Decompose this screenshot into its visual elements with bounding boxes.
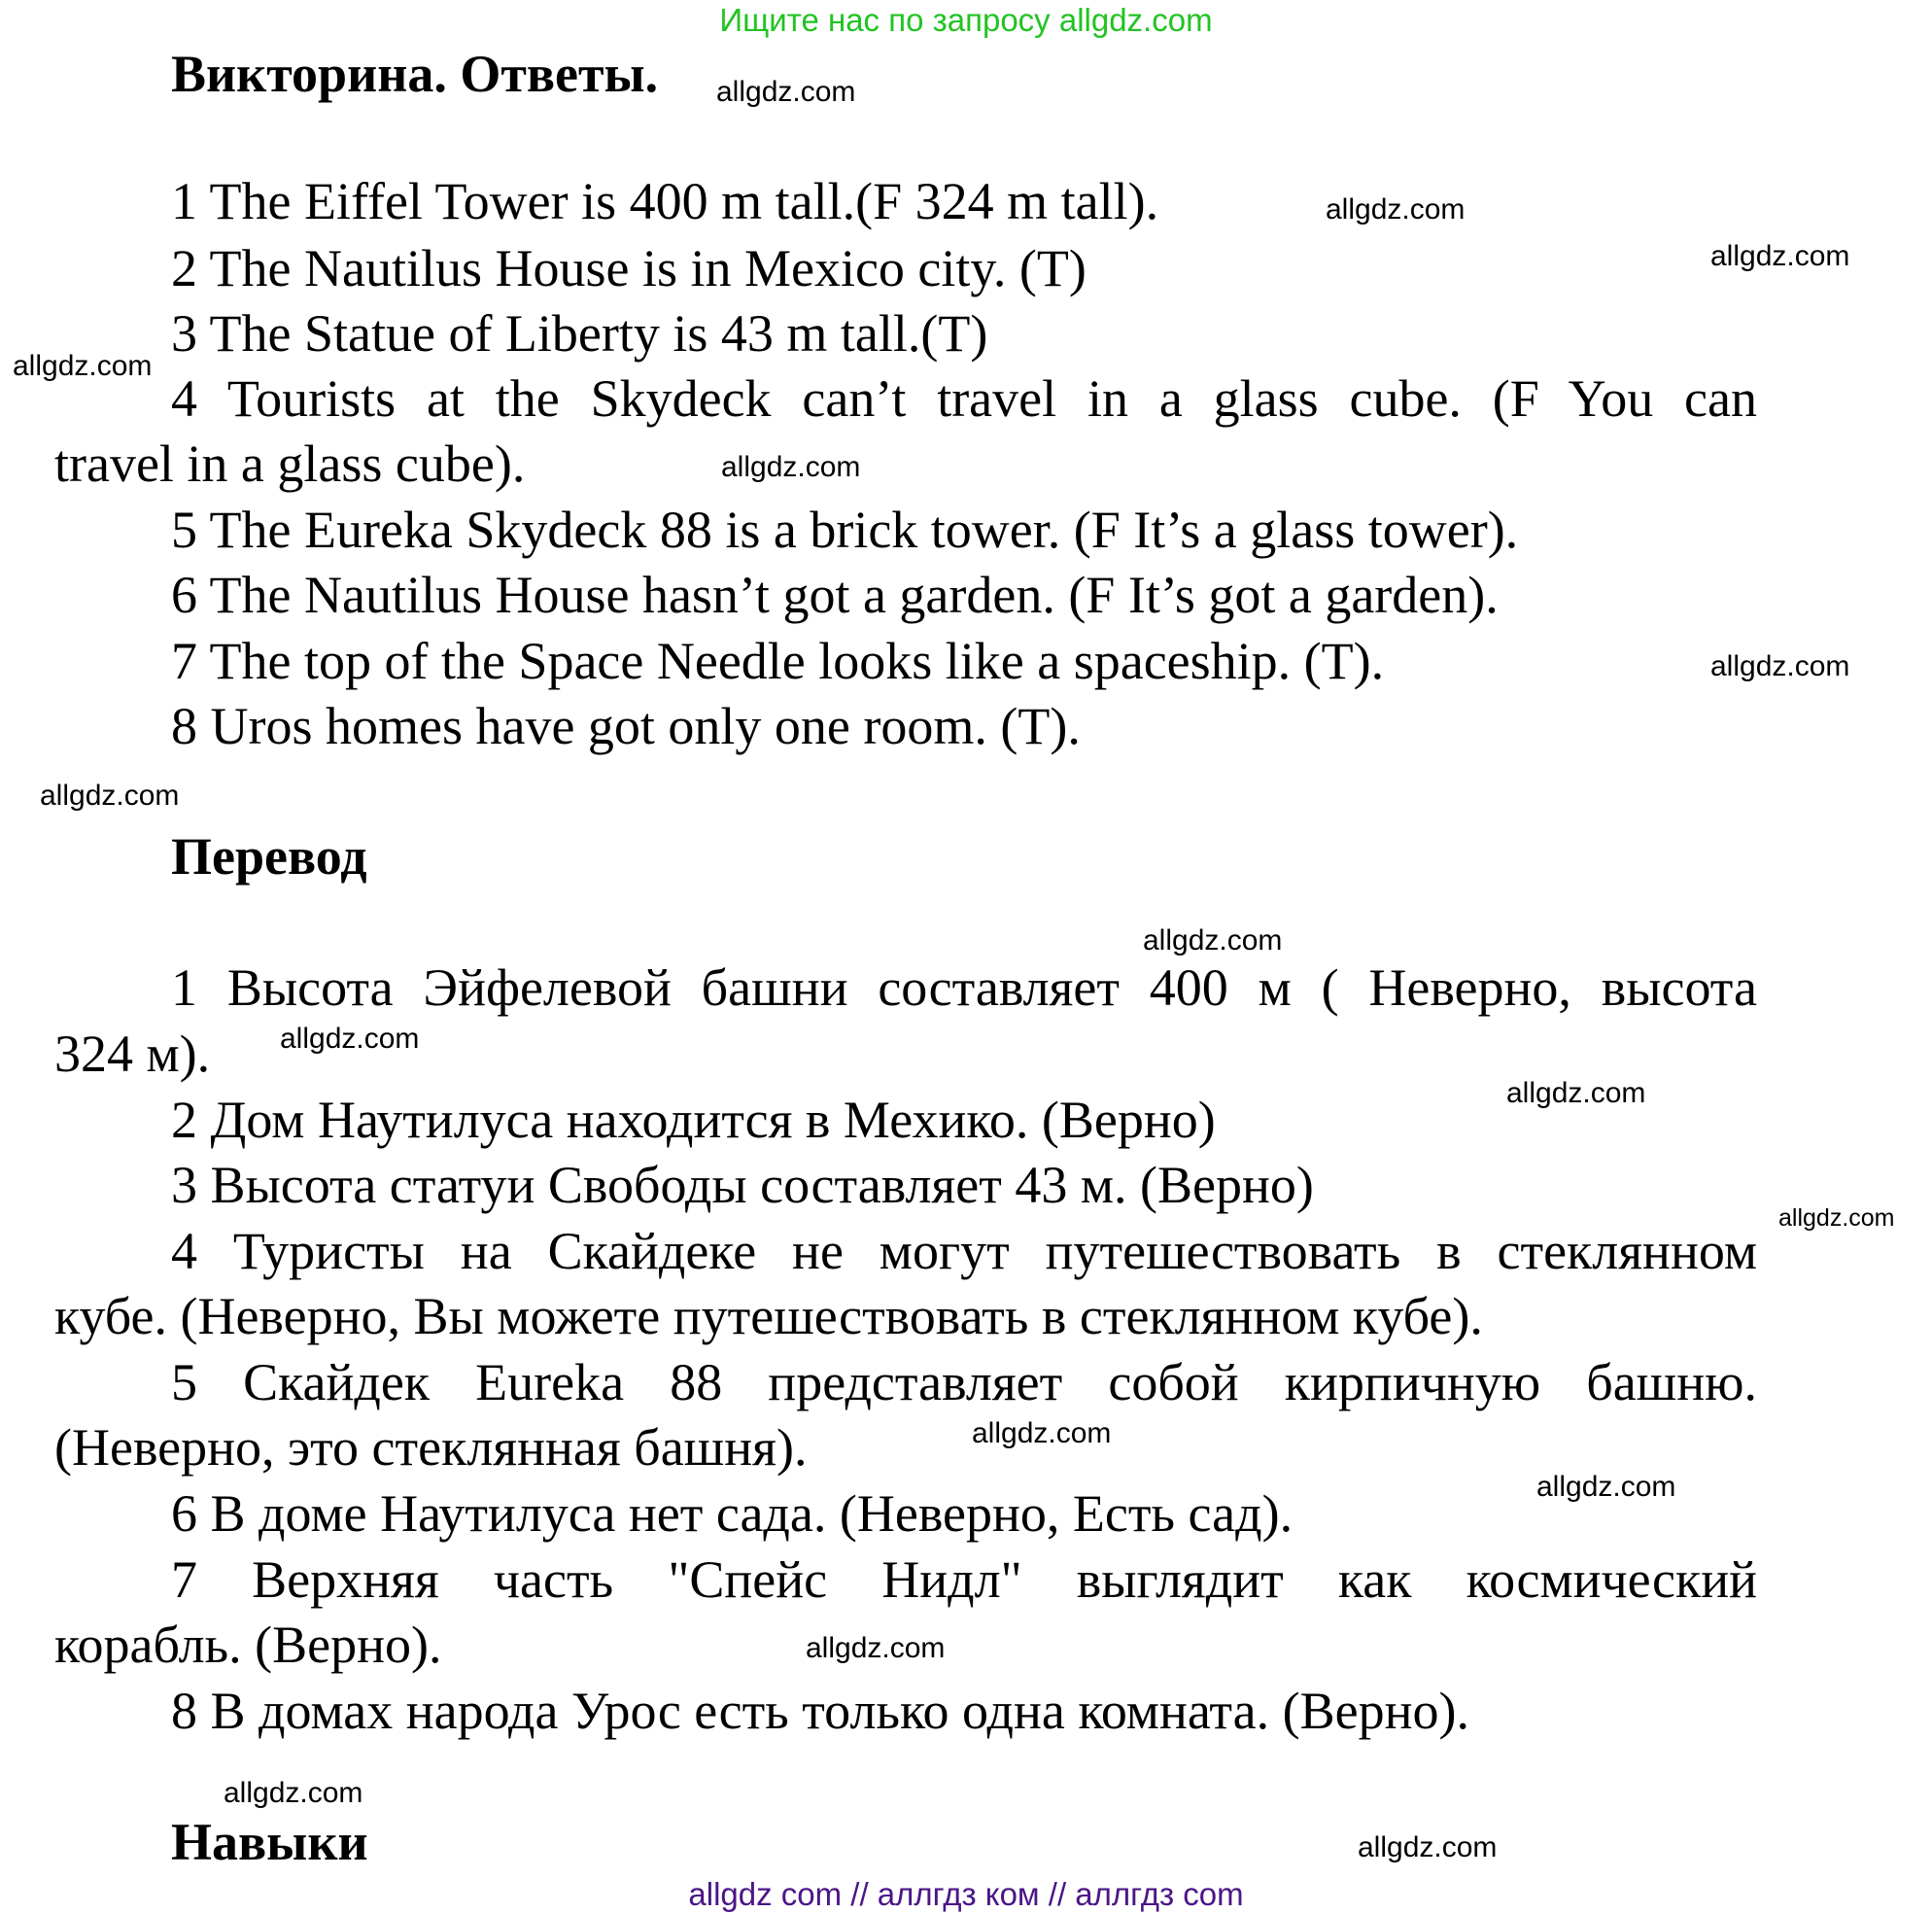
- translation-line: 6 В доме Наутилуса нет сада. (Неверно, Есть сад).: [171, 1484, 1294, 1543]
- watermark: allgdz.com: [1326, 193, 1466, 226]
- translation-line: 8 В домах народа Урос есть только одна комната. (Верно).: [171, 1682, 1469, 1740]
- watermark: allgdz.com: [972, 1417, 1112, 1449]
- watermark: allgdz.com: [1710, 240, 1850, 272]
- translation-line: 4 Туристы на Скайдеке не могут путешествовать в стеклянном: [171, 1222, 1757, 1280]
- answer-line: 1 The Eiffel Tower is 400 m tall.(F 324 m tall).: [171, 172, 1159, 230]
- answer-line: 2 The Nautilus House is in Mexico city. (T): [171, 239, 1087, 297]
- translation-line: (Неверно, это стеклянная башня).: [54, 1418, 808, 1477]
- footer-watermark: allgdz com // аллгдз ком // аллгдз com: [688, 1876, 1244, 1912]
- search-banner: Ищите нас по запросу allgdz.com: [719, 2, 1213, 38]
- watermark: allgdz.com: [716, 76, 856, 108]
- watermark: allgdz.com: [1778, 1204, 1895, 1232]
- translation-heading: Перевод: [171, 827, 367, 886]
- watermark: allgdz.com: [1358, 1831, 1498, 1863]
- translation-line: 7 Верхняя часть "Спейс Нидл" выглядит как космический: [171, 1550, 1757, 1609]
- answer-line: 3 The Statue of Liberty is 43 m tall.(T): [171, 304, 988, 363]
- translation-line: корабль. (Верно).: [54, 1616, 442, 1674]
- translation-line: 1 Высота Эйфелевой башни составляет 400 м ( Неверно, высота: [171, 958, 1757, 1017]
- translation-line: 2 Дом Наутилуса находится в Мехико. (Верно): [171, 1091, 1216, 1149]
- watermark: allgdz.com: [806, 1632, 946, 1664]
- translation-line: 324 м).: [54, 1025, 211, 1083]
- watermark: allgdz.com: [1506, 1077, 1646, 1109]
- translation-line: кубе. (Неверно, Вы можете путешествовать в стеклянном кубе).: [54, 1287, 1483, 1345]
- translation-line: 5 Скайдек Eureka 88 представляет собой кирпичную башню.: [171, 1353, 1757, 1411]
- watermark: allgdz.com: [224, 1777, 363, 1809]
- watermark: allgdz.com: [40, 780, 180, 812]
- watermark: allgdz.com: [1143, 924, 1283, 956]
- watermark: allgdz.com: [721, 451, 861, 483]
- answer-line: travel in a glass cube).: [54, 435, 526, 493]
- answer-line: 8 Uros homes have got only one room. (T).: [171, 697, 1081, 755]
- skills-heading: Навыки: [171, 1813, 368, 1871]
- answer-line: 6 The Nautilus House hasn’t got a garden. (F It’s got a garden).: [171, 566, 1499, 624]
- watermark: allgdz.com: [1536, 1471, 1676, 1503]
- answer-line: 4 Tourists at the Skydeck can’t travel in a glass cube. (F You can: [171, 369, 1757, 428]
- answer-line: 5 The Eureka Skydeck 88 is a brick tower. (F It’s a glass tower).: [171, 501, 1519, 559]
- watermark: allgdz.com: [280, 1023, 420, 1055]
- page-title: Викторина. Ответы.: [171, 45, 659, 103]
- watermark: allgdz.com: [1710, 650, 1850, 682]
- answer-line: 7 The top of the Space Needle looks like a spaceship. (T).: [171, 632, 1385, 690]
- watermark: allgdz.com: [13, 350, 153, 382]
- translation-line: 3 Высота статуи Свободы составляет 43 м. (Верно): [171, 1156, 1314, 1214]
